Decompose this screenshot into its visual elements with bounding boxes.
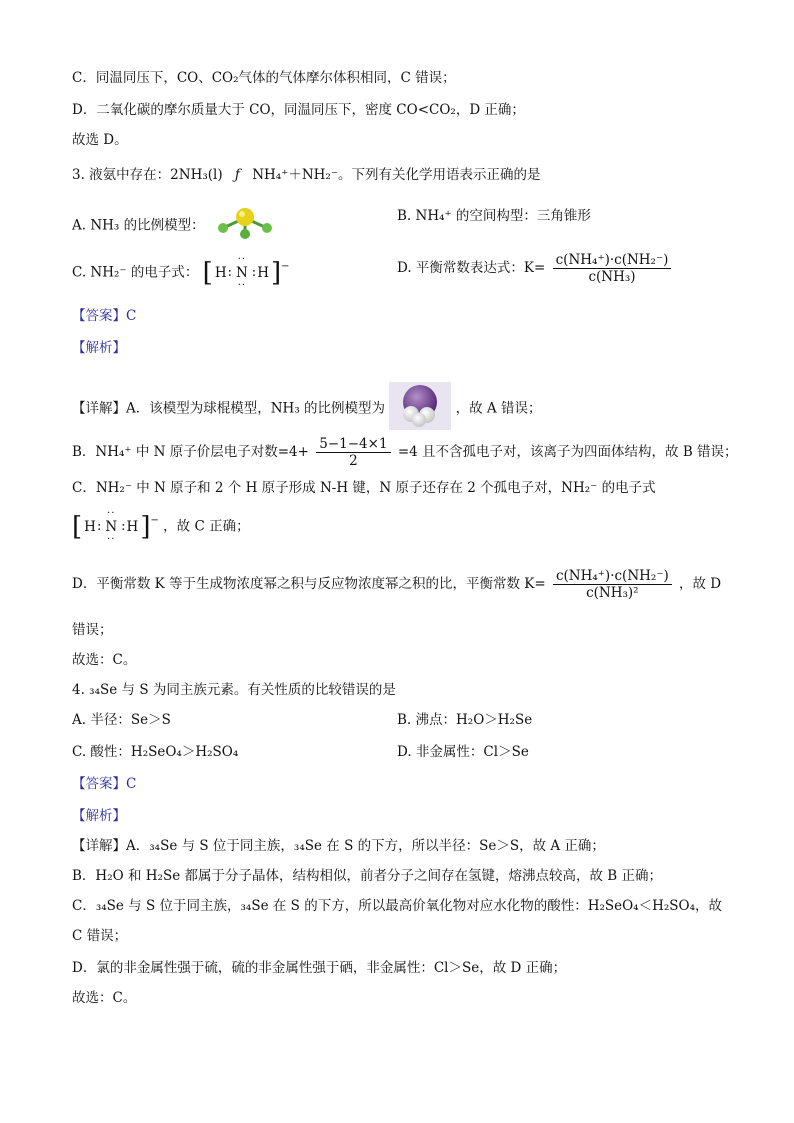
q3-option-a	[72, 206, 281, 246]
q4-option-b: B. 沸点：H₂O＞H₂Se	[397, 712, 533, 728]
ball-stick-model-icon	[209, 206, 281, 246]
q4-detail-c-line1: C．₃₄Se 与 S 位于同主族，₃₄Se 在 S 的下方，所以最高价氧化物对应水化物的酸性：H₂SeO₄＜H₂SO₄，故	[72, 898, 723, 914]
q3-option-d-prefix: D. 平衡常数表达式：K=	[397, 260, 546, 276]
q3-analysis-text: 【解析】	[72, 340, 126, 356]
lewis-bond-dots-right: :	[121, 519, 126, 534]
q3-detail-d	[72, 568, 721, 601]
q3-detail-c-line1: C．NH₂⁻ 中 N 原子和 2 个 H 原子形成 N-H 键，N 原子还存在 2 个孤电子对，NH₂⁻ 的电子式	[72, 480, 656, 496]
lewis-lone-pair-bottom: ··	[107, 534, 116, 545]
q2-option-d-text: D．二氧化碳的摩尔质量大于 CO，同温同压下，密度 CO<CO₂，D 正确；	[72, 102, 525, 118]
q3-choice: 故选：C。	[72, 652, 137, 668]
lewis-n: N	[235, 265, 248, 281]
q4-analysis-heading	[72, 806, 126, 826]
lewis-h-right: H	[257, 265, 269, 281]
lewis-core	[213, 254, 271, 291]
q3-option-c	[72, 254, 290, 291]
q3-detail-a	[72, 382, 541, 436]
q3-option-a-text: A. NH₃ 的比例模型：	[72, 217, 205, 234]
q2-option-c-text: C．同温同压下，CO、CO₂气体的气体摩尔体积相同，C 错误；	[72, 70, 456, 86]
q2-choice: 故选 D。	[72, 132, 128, 148]
q3-detail-d-numerator: c(NH₄⁺)·c(NH₂⁻)	[553, 568, 672, 585]
lewis-bond-dots-left: :	[96, 519, 102, 534]
q3-stem-suffix: 。下列有关化学用语表示正确的是	[337, 167, 541, 183]
q3-option-d	[397, 252, 674, 285]
q3-detail-c-line2	[72, 508, 250, 545]
q3-answer-text: 【答案】C	[72, 308, 137, 324]
lewis-n-atom	[233, 254, 251, 291]
amide-lewis-structure-detail	[72, 508, 159, 545]
lewis-h-left: H	[214, 265, 227, 281]
q4-option-a: A. 半径：Se＞S	[72, 712, 171, 728]
q4-option-c: C. 酸性：H₂SeO₄＞H₂SO₄	[72, 744, 239, 760]
q4-answer-text: 【答案】C	[72, 776, 137, 792]
lewis-bracket-right: ]	[140, 512, 151, 542]
q3-detail-c-post: ，故 C 正确；	[163, 518, 250, 535]
q3-detail-b-denominator: 2	[349, 453, 358, 469]
q3-stem-ions: NH₄⁺＋NH₂⁻	[252, 167, 338, 183]
lewis-bond-dots-right: :	[251, 265, 257, 280]
q3-detail-a-post: ，故 A 错误；	[455, 400, 542, 417]
q3-stem-prefix: 3. 液氨中存在：2NH₃(l)	[72, 167, 223, 183]
q3-detail-b-fraction	[316, 436, 390, 469]
space-filling-model-icon	[389, 382, 451, 436]
q3-stem	[72, 165, 540, 185]
q4-analysis-text: 【解析】	[72, 808, 126, 824]
q4-option-d: D. 非金属性：Cl＞Se	[397, 744, 529, 760]
q4-detail-c-line2: C 错误；	[72, 928, 128, 944]
amide-lewis-structure	[202, 254, 290, 291]
q4-stem: 4. ₃₄Se 与 S 为同主族元素。有关性质的比较错误的是	[72, 682, 396, 698]
q3-option-c-text: C. NH₂⁻ 的电子式：	[72, 264, 199, 281]
q4-detail-a: 【详解】A．₃₄Se 与 S 位于同主族，₃₄Se 在 S 的下方，所以半径：Se＞S，故 A 正确；	[72, 838, 605, 854]
q4-answer	[72, 774, 136, 794]
q3-detail-d-fraction	[553, 568, 672, 601]
q4-detail-b: B．H₂O 和 H₂Se 都属于分子晶体，结构相似，前者分子之间存在氢键，熔沸点较高，故 B 正确；	[72, 868, 662, 884]
q3-detail-b-post: =4 且不含孤电子对，该离子为四面体结构，故 B 错误；	[397, 444, 738, 460]
lewis-charge: −	[150, 515, 159, 526]
q3-option-b: B. NH₄⁺ 的空间构型：三角锥形	[397, 208, 591, 224]
q3-stem-symbol: ƒ	[234, 167, 240, 183]
q4-detail-d: D．氯的非金属性强于硫，硫的非金属性强于硒，非金属性：Cl＞Se，故 D 正确；	[72, 960, 567, 976]
lewis-n-atom	[102, 508, 120, 545]
lewis-h-right: H	[126, 519, 139, 535]
q3-analysis-heading	[72, 338, 126, 358]
q3-detail-b-numerator: 5−1−4×1	[316, 436, 390, 453]
lewis-bracket-right: ]	[270, 258, 282, 288]
lewis-lone-pair-top: ··	[237, 254, 247, 265]
lewis-n: N	[105, 519, 118, 535]
lewis-bracket-left: [	[202, 258, 213, 288]
q3-answer	[72, 306, 136, 326]
q3-option-d-numerator: c(NH₄⁺)·c(NH₂⁻)	[553, 252, 672, 269]
q3-detail-d-wrap: 错误；	[72, 622, 113, 638]
q4-choice: 故选：C。	[72, 990, 137, 1006]
lewis-core	[82, 508, 140, 545]
lewis-lone-pair-bottom: ··	[237, 280, 247, 291]
lewis-bond-dots-left: :	[227, 265, 232, 280]
q3-detail-d-pre: D．平衡常数 K 等于生成物浓度幂之积与反应物浓度幂之积的比，平衡常数 K=	[72, 576, 546, 592]
q3-detail-b	[72, 436, 738, 469]
lewis-lone-pair-top: ··	[107, 508, 116, 519]
q3-option-d-denominator: c(NH₃)	[588, 269, 636, 285]
q3-detail-a-pre: 【详解】A．该模型为球棍模型，NH₃ 的比例模型为	[72, 400, 386, 417]
lewis-h-left: H	[84, 519, 96, 535]
q3-option-d-fraction	[553, 252, 672, 285]
q3-detail-d-denominator: c(NH₃)²	[586, 585, 639, 601]
q3-detail-d-post: ，故 D	[679, 576, 722, 592]
q3-detail-b-pre: B．NH₄⁺ 中 N 原子价层电子对数=4+	[72, 444, 309, 460]
lewis-bracket-left: [	[72, 512, 83, 542]
lewis-charge: −	[281, 261, 290, 272]
